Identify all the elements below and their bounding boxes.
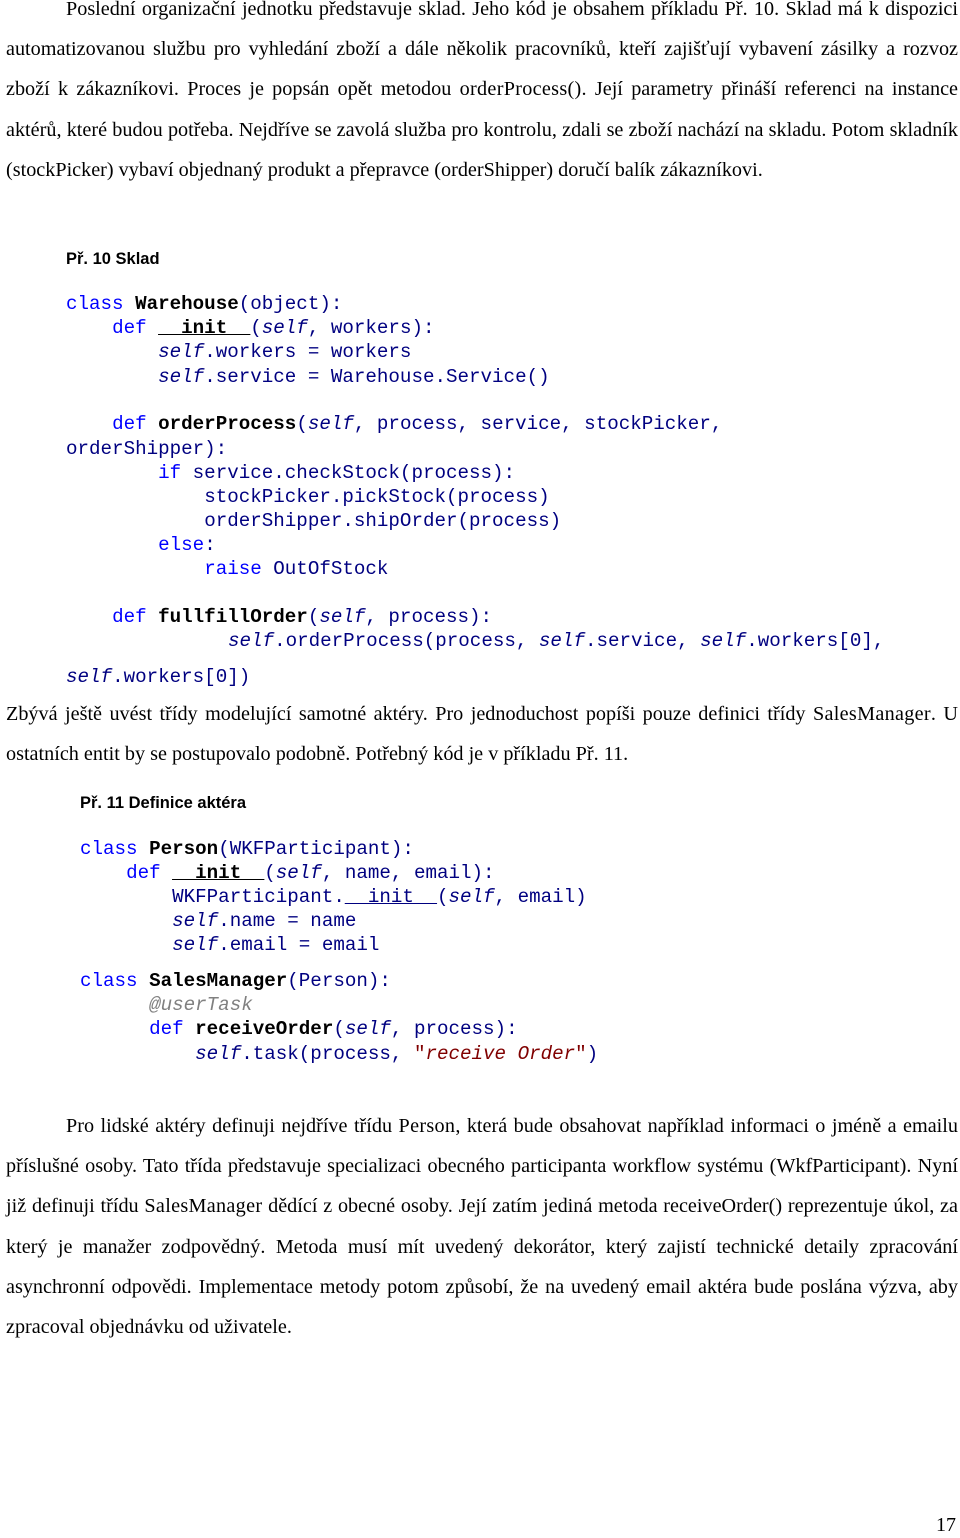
code-line: self.name = name (172, 910, 357, 932)
code-line: self.email = email (172, 934, 380, 956)
code-line: def receiveOrder(self, process): (149, 1018, 518, 1040)
intro-code-ref: orderProcess() (459, 78, 582, 101)
middle-code-ref: SalesManager (812, 703, 931, 725)
code-line: else: (158, 534, 216, 556)
intro-paragraph (6, 0, 958, 190)
code-line: @userTask (149, 994, 253, 1016)
middle-text-1: Zbývá ještě uvést třídy modelující samotné aktéry. Pro jednoduchost popíši pouze definici třídy (6, 703, 813, 725)
code-line: class Person(WKFParticipant): (80, 838, 414, 860)
example-10-heading: Př. 10 Sklad (66, 250, 160, 268)
code-line: def fullfillOrder(self, process): (112, 606, 493, 628)
code-line: self.service = Warehouse.Service() (158, 366, 550, 388)
final-text-2: , která bude obsahovat například informaci o jméně a emailu příslušné osoby. Tato třída představuje specializaci obecného participanta workflow systému (WkfParticipant). Nyní již definuji třídu (6, 1115, 958, 1218)
code-line: def __init__(self, workers): (112, 317, 435, 339)
final-text-3: dědící z obecné osoby. Její zatím jediná metoda receiveOrder() reprezentuje úkol, za který je manažer zodpovědný. Metoda musí mít uvedený dekorátor, který zajistí technické detaily zpracování asynchronní odpovědi. Implementace metody potom způsobí, že na uvedený email aktéra bude poslána výzva, aby zpracoval objednávku od uživatele. (6, 1195, 958, 1339)
intro-text-1: Poslední organizační jednotku představuje sklad. Jeho kód je obsahem příkladu Př. 10. Sklad má k dispozici automatizovanou službu pro vyhledání zboží a dále několik pracovníků, kteří zajišťují vybavení zásilky a rozvoz zboží k zákazníkovi. Proces je popsán opět metodou (6, 0, 958, 101)
intro-text-2: . Její parametry přináší referenci na instance aktérů, které budou potřeba. Nejdříve se zavolá služba pro kontrolu, zdali se zboží nachází na skladu. Potom skladník (stockPicker) vybaví objednaný produkt a přepravce (orderShipper) doručí balík zákazníkovi. (6, 78, 958, 181)
page-number: 17 (936, 1514, 956, 1536)
final-text-1: Pro lidské aktéry definuji nejdříve třídu (66, 1115, 399, 1137)
code-line: class Warehouse(object): (66, 293, 343, 315)
code-line: self.workers = workers (158, 341, 412, 363)
code-line: self.task(process, "receive Order") (195, 1043, 599, 1065)
code-line: def __init__(self, name, email): (126, 862, 495, 884)
middle-text-2: . U ostatních entit by se postupovalo podobně. Potřebný kód je v příkladu Př. 11. (6, 703, 958, 766)
final-code-person: Person (398, 1115, 456, 1137)
code-line: raise OutOfStock (204, 558, 389, 580)
code-line: self.workers[0]) (66, 666, 251, 688)
code-line: class SalesManager(Person): (80, 970, 391, 992)
code-line: orderShipper): (66, 438, 228, 460)
code-line: stockPicker.pickStock(process) (204, 486, 550, 508)
code-line: if service.checkStock(process): (158, 462, 516, 484)
example-11-heading: Př. 11 Definice aktéra (80, 794, 247, 812)
code-line: self.orderProcess(process, self.service, self.workers[0], (228, 630, 885, 652)
final-paragraph (6, 1106, 958, 1347)
final-code-salesmanager: SalesManager (144, 1195, 263, 1218)
code-line: WKFParticipant.__init__(self, email) (172, 886, 587, 908)
middle-paragraph (6, 694, 958, 774)
code-line: def orderProcess(self, process, service, stockPicker, (112, 413, 723, 435)
code-line: orderShipper.shipOrder(process) (204, 510, 562, 532)
